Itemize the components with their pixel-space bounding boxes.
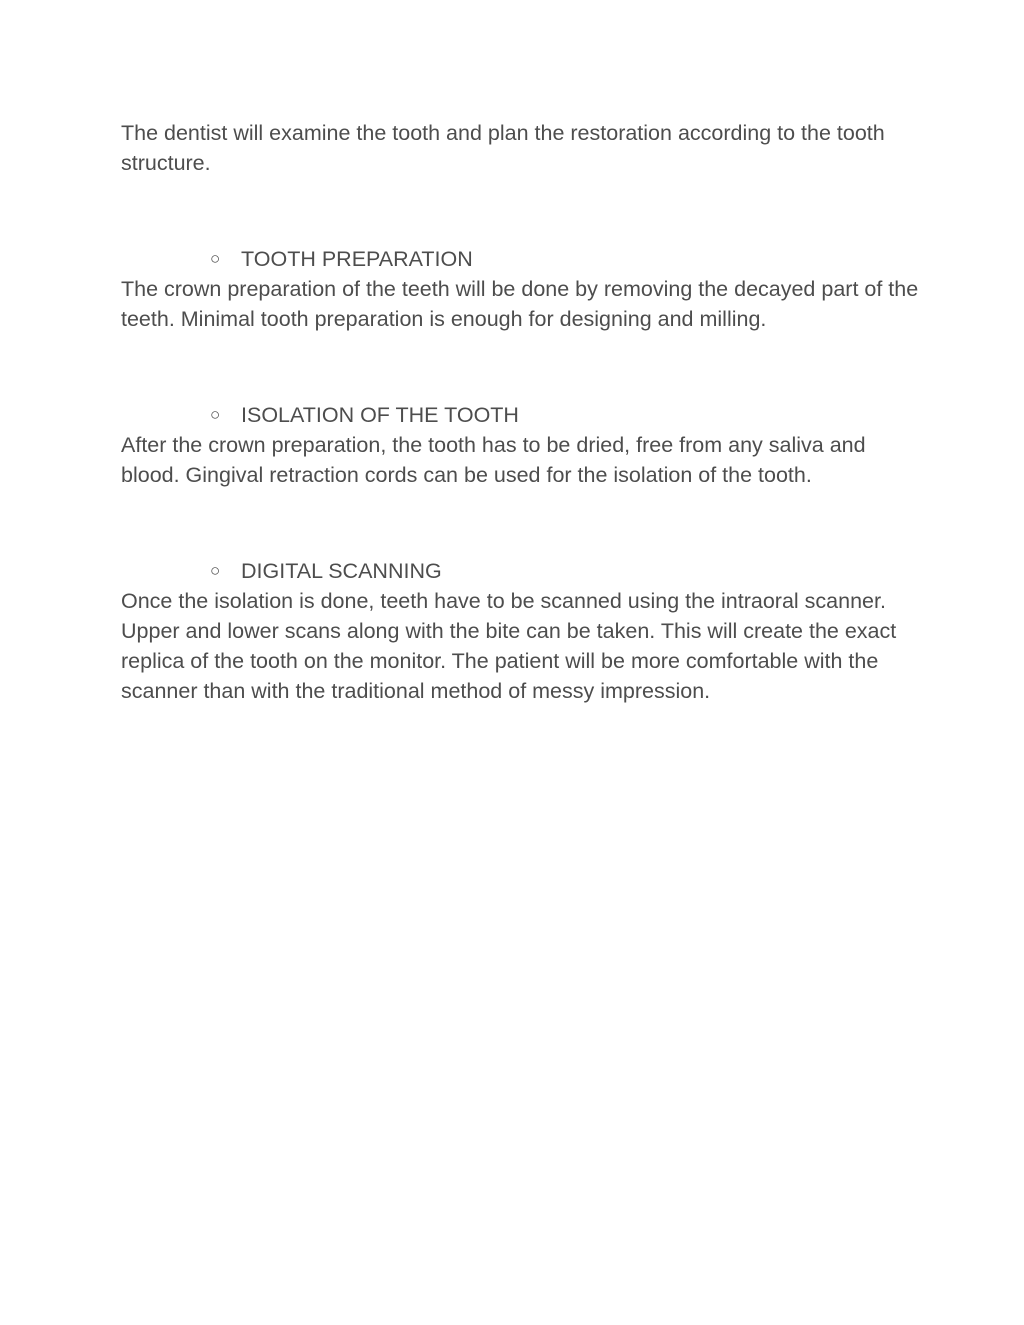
section-heading-text: ISOLATION OF THE TOOTH — [241, 403, 519, 427]
section-heading-tooth-preparation — [121, 244, 921, 274]
hollow-circle-bullet-icon: ○ — [210, 561, 221, 580]
spacer — [121, 178, 921, 244]
section-heading-digital-scanning — [121, 556, 921, 586]
section-heading-text: DIGITAL SCANNING — [241, 559, 442, 583]
section-body-tooth-preparation: The crown preparation of the teeth will be done by removing the decayed part of the teeth. Minimal tooth preparation is enough for designing and milling. — [121, 277, 919, 331]
section-body-digital-scanning: Once the isolation is done, teeth have to be scanned using the intraoral scanner. Upper and lower scans along with the bite can be taken. This will create the exact replica of the tooth on the monitor. The patient will be more comfortable with the scanner than with the traditional method of messy impression. — [121, 589, 897, 703]
section-heading-text: TOOTH PREPARATION — [241, 247, 473, 271]
spacer — [121, 490, 921, 556]
intro-paragraph: The dentist will examine the tooth and plan the restoration according to the tooth structure. — [121, 121, 885, 175]
section-heading-isolation — [121, 400, 921, 430]
hollow-circle-bullet-icon: ○ — [210, 405, 221, 424]
section-body-isolation: After the crown preparation, the tooth has to be dried, free from any saliva and blood. Gingival retraction cords can be used for the isolation of the tooth. — [121, 433, 866, 487]
spacer — [121, 334, 921, 400]
hollow-circle-bullet-icon: ○ — [210, 249, 221, 268]
document-content — [121, 118, 921, 706]
